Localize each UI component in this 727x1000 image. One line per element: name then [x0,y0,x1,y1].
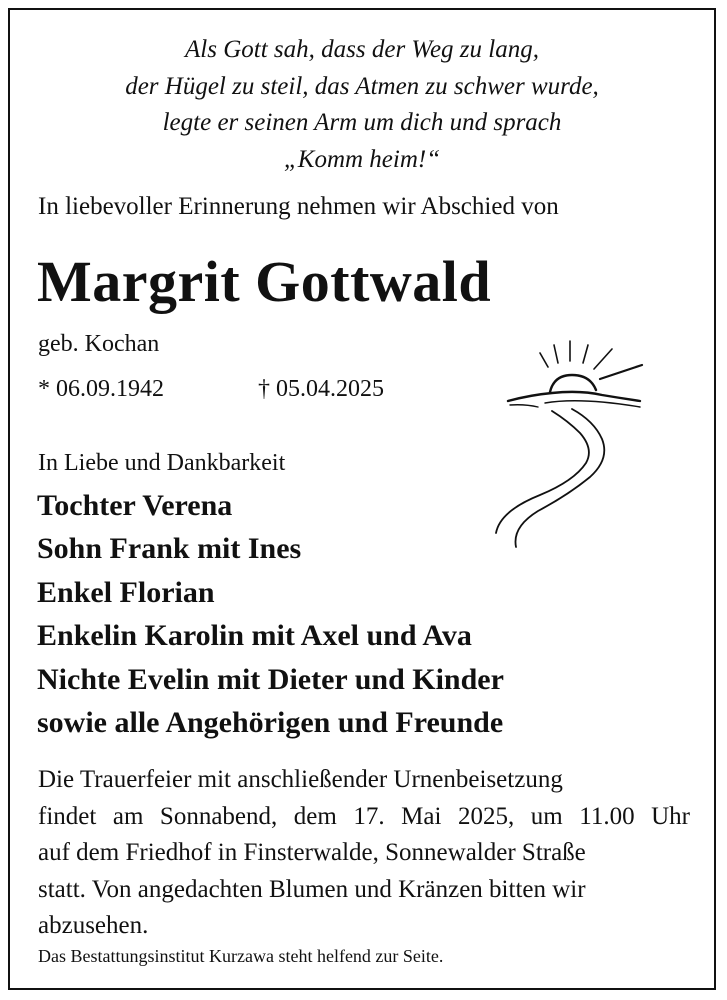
ceremony-line: findet am Sonnabend, dem 17. Mai 2025, um 11.00 Uhr [38,802,690,830]
ceremony-line: auf dem Friedhof in Finsterwalde, Sonnewalder Straße [38,839,586,866]
birth-date: * 06.09.1942 [38,376,164,402]
poem [10,32,714,178]
poem-line: legte er seinen Arm um dich und sprach [162,109,562,136]
maiden-name: geb. Kochan [38,331,160,357]
thanks-line: In Liebe und Dankbarkeit [38,450,286,476]
mourner-entry: Enkel Florian [37,575,215,609]
ceremony-details [38,762,690,945]
poem-line: Als Gott sah, dass der Weg zu lang, [185,36,539,63]
poem-line: der Hügel zu steil, das Atmen zu schwer wurde, [125,72,599,100]
mourner-entry: Enkelin Karolin mit Axel und Ava [37,619,472,653]
funeral-home-note: Das Bestattungsinstitut Kurzawa steht helfend zur Seite. [38,946,444,966]
ceremony-line: Die Trauerfeier mit anschließender Urnenbeisetzung [38,766,563,793]
poem-line: „Komm heim!“ [283,145,441,173]
mourner-entry: Sohn Frank mit Ines [37,532,302,566]
mourners-list [37,484,504,744]
mourner-entry: Tochter Verena [37,489,233,522]
sunset-path-icon [490,335,650,575]
deceased-name: Margrit Gottwald [37,249,492,314]
ceremony-line: abzusehen. [38,912,149,939]
death-date: † 05.04.2025 [258,376,384,402]
ceremony-line: statt. Von angedachten Blumen und Kränzen bitten wir [38,875,586,903]
intro-text: In liebevoller Erinnerung nehmen wir Abschied von [38,193,559,220]
mourner-entry: Nichte Evelin mit Dieter und Kinder [37,662,504,696]
mourner-entry: sowie alle Angehörigen und Freunde [37,706,504,740]
obituary-card [8,8,716,990]
